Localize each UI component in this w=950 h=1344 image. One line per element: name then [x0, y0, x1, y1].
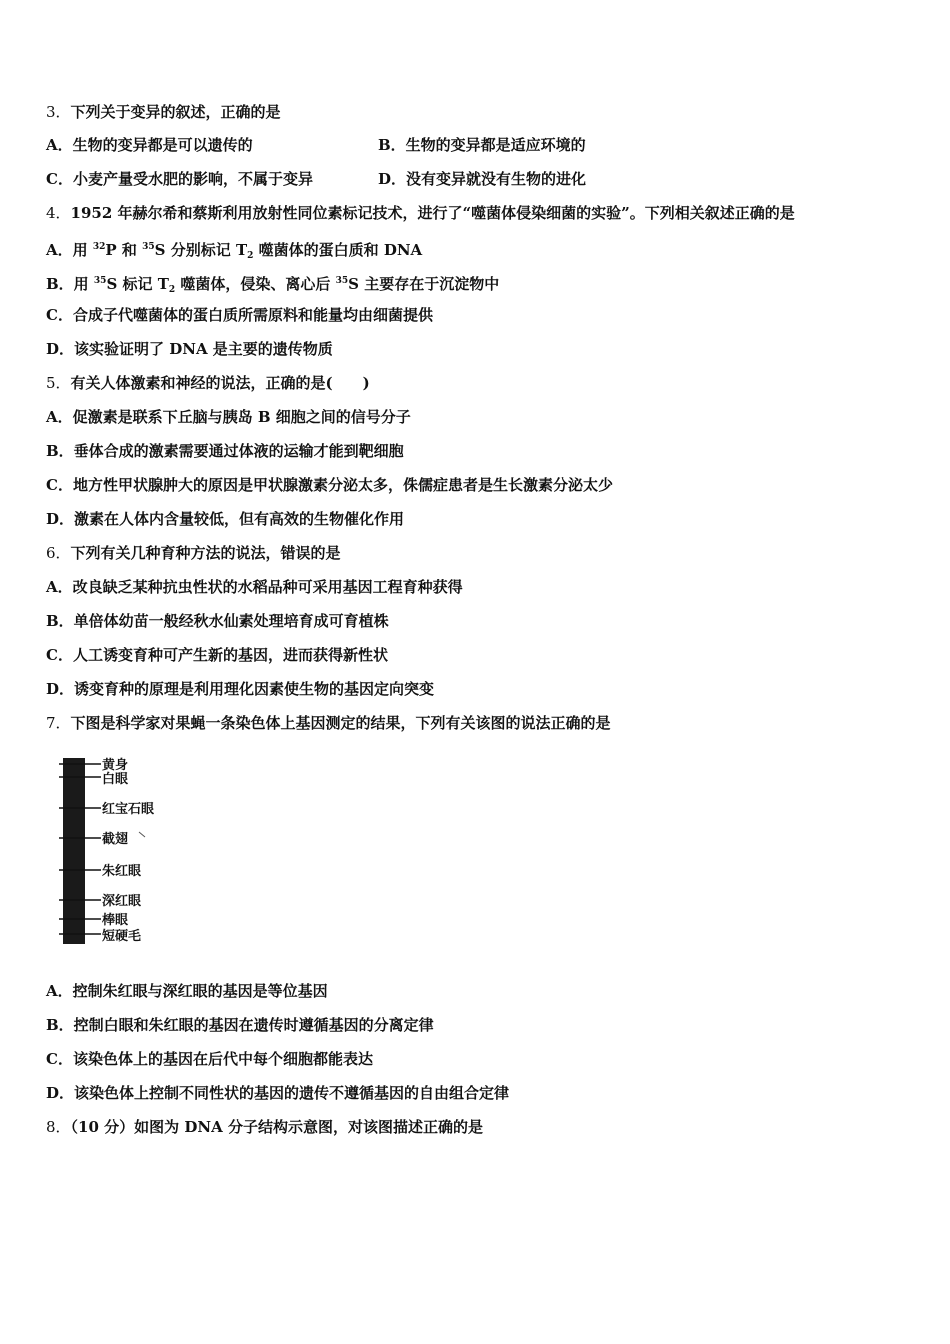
- q4-a-sup2: 35: [142, 242, 155, 252]
- q3-option-a[interactable]: A．生物的变异都是可以遗传的: [46, 136, 253, 154]
- q5-option-a[interactable]: A．促激素是联系下丘脑与胰岛 B 细胞之间的信号分子: [46, 408, 411, 426]
- gene-label-1: 白眼: [102, 772, 129, 787]
- q7-option-d[interactable]: D．该染色体上控制不同性状的基因的遗传不遵循基因的自由组合定律: [46, 1084, 510, 1102]
- scan-mark: [139, 832, 145, 837]
- q5-option-b[interactable]: B．垂体合成的激素需要通过体液的运输才能到靶细胞: [46, 442, 404, 460]
- q6-stem: [46, 543, 341, 563]
- q4-number: 4．: [46, 204, 71, 222]
- q4-option-a[interactable]: [46, 237, 422, 266]
- q8-stem-text: （10 分）如图为 DNA 分子结构示意图，对该图描述正确的是: [70, 1118, 483, 1136]
- chromosome-bar: [63, 758, 85, 944]
- q4-b-post: S 主要存在于沉淀物中: [348, 275, 500, 293]
- q6-stem-text: 下列有关几种育种方法的说法，错误的是: [70, 544, 341, 562]
- chromosome-gene-map: [55, 752, 185, 952]
- q5-option-c[interactable]: C．地方性甲状腺肿大的原因是甲状腺激素分泌太多，侏儒症患者是生长激素分泌太少: [46, 476, 613, 494]
- q4-b-pre: B．用: [46, 275, 94, 293]
- q5-stem: [46, 373, 370, 393]
- q4-b-sup2: 35: [335, 276, 349, 286]
- q4-option-b[interactable]: [46, 271, 499, 300]
- gene-label-5: 深红眼: [102, 894, 142, 909]
- q3-option-c[interactable]: C．小麦产量受水肥的影响，不属于变异: [46, 170, 313, 188]
- q5-number: 5．: [46, 374, 71, 392]
- q8-stem: [46, 1117, 483, 1137]
- q7-number: 7．: [46, 714, 71, 732]
- q3-stem: [46, 102, 281, 122]
- q4-b-sup1: 35: [93, 276, 107, 286]
- gene-label-3: 截翅: [102, 832, 129, 847]
- gene-label-4: 朱红眼: [102, 864, 142, 879]
- q4-option-c[interactable]: C．合成子代噬菌体的蛋白质所需原料和能量均由细菌提供: [46, 306, 433, 324]
- q4-b-mid2: 噬菌体，侵染、离心后: [175, 275, 336, 293]
- q7-option-b[interactable]: B．控制白眼和朱红眼的基因在遗传时遵循基因的分离定律: [46, 1016, 434, 1034]
- q6-option-b[interactable]: B．单倍体幼苗一般经秋水仙素处理培育成可育植株: [46, 612, 389, 630]
- q7-stem: [46, 713, 611, 733]
- gene-label-6: 棒眼: [102, 913, 129, 928]
- q3-row2: [46, 169, 587, 189]
- q3-number: 3．: [46, 103, 71, 121]
- gene-label-0: 黄身: [102, 758, 129, 773]
- q6-number: 6．: [46, 544, 71, 562]
- q7-stem-text: 下图是科学家对果蝇一条染色体上基因测定的结果，下列有关该图的说法正确的是: [70, 714, 611, 732]
- q3-row1: [46, 135, 586, 155]
- q4-a-mid2: S 分别标记 T: [154, 241, 248, 259]
- gene-label-2: 红宝石眼: [102, 802, 155, 817]
- q5-option-d[interactable]: D．激素在人体内含量较低，但有高效的生物催化作用: [46, 510, 405, 528]
- q4-a-sup1: 32: [92, 242, 106, 252]
- q4-a-pre: A．用: [46, 241, 93, 259]
- q4-b-mid1: S 标记 T: [106, 275, 169, 293]
- q6-option-a[interactable]: A．改良缺乏某种抗虫性状的水稻品种可采用基因工程育种获得: [46, 578, 463, 596]
- q4-stem: [46, 203, 795, 223]
- q3-option-d[interactable]: D．没有变异就没有生物的进化: [378, 170, 587, 188]
- gene-label-7: 短硬毛: [102, 929, 142, 944]
- q3-option-b[interactable]: B．生物的变异都是适应环境的: [378, 136, 586, 154]
- q5-stem-text: 有关人体激素和神经的说法，正确的是( ): [70, 374, 370, 392]
- q4-b-sub: 2: [168, 285, 176, 295]
- q4-a-mid1: P 和: [105, 241, 143, 259]
- q6-option-c[interactable]: C．人工诱变育种可产生新的基因，进而获得新性状: [46, 646, 388, 664]
- q7-option-c[interactable]: C．该染色体上的基因在后代中每个细胞都能表达: [46, 1050, 373, 1068]
- q4-a-sub: 2: [247, 251, 254, 261]
- q7-option-a[interactable]: A．控制朱红眼与深红眼的基因是等位基因: [46, 982, 328, 1000]
- q8-number: 8．: [46, 1118, 71, 1136]
- q4-option-d[interactable]: D．该实验证明了 DNA 是主要的遗传物质: [46, 340, 333, 358]
- q4-a-post: 噬菌体的蛋白质和 DNA: [253, 241, 423, 259]
- q4-stem-text: 1952 年赫尔希和蔡斯利用放射性同位素标记技术，进行了“噬菌体侵染细菌的实验”。下列相关叙述正确的是: [70, 204, 795, 222]
- q6-option-d[interactable]: D．诱变育种的原理是利用理化因素使生物的基因定向突变: [46, 680, 435, 698]
- q3-stem-text: 下列关于变异的叙述，正确的是: [70, 103, 281, 121]
